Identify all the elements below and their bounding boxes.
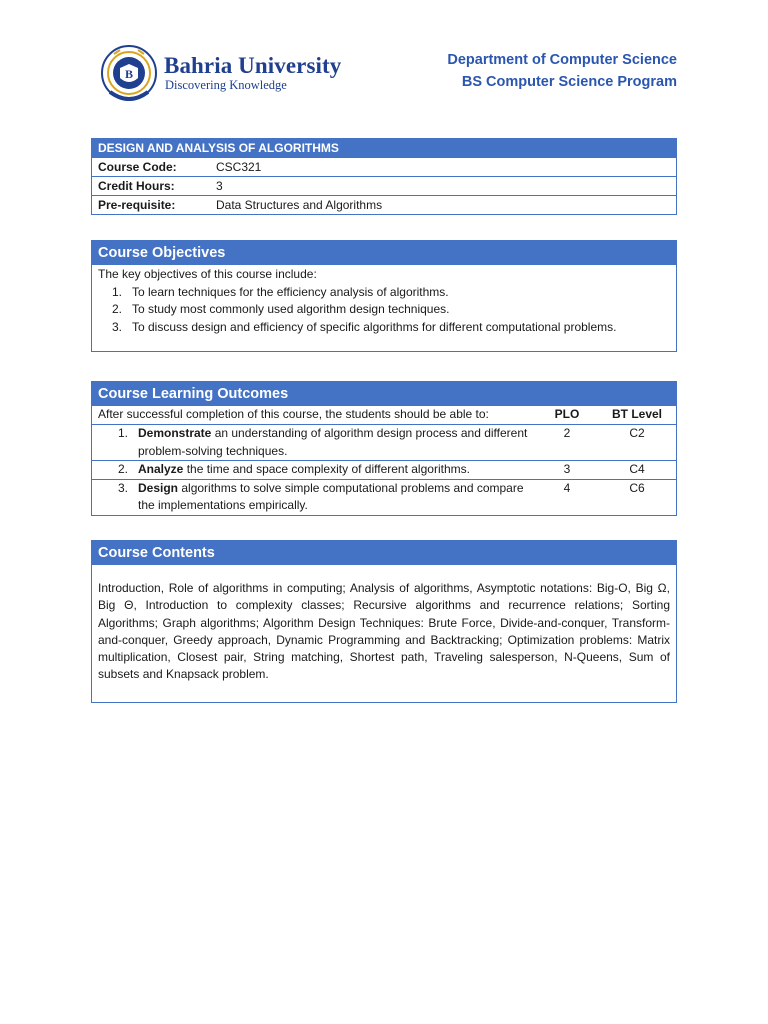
plo-column-header: PLO: [554, 407, 580, 421]
university-name: Bahria University: [164, 53, 342, 78]
credit-hours-label: Credit Hours:: [98, 179, 175, 193]
outcome-description: the time and space complexity of different algorithms.: [183, 462, 470, 476]
course-code-value: CSC321: [216, 160, 262, 174]
outcome-description: algorithms to solve simple computational problems and compare the implementations empirically.: [138, 480, 524, 512]
outcome-text: [138, 425, 536, 460]
contents-heading: Course Contents: [92, 541, 676, 565]
plo-value: 2: [563, 426, 571, 440]
outcome-verb: Demonstrate: [138, 426, 212, 440]
credit-hours-value: 3: [216, 179, 223, 193]
outcome-text: [138, 461, 536, 479]
objective-text: To discuss design and efficiency of specific algorithms for different computational problems.: [132, 319, 617, 334]
objective-text: To study most commonly used algorithm design techniques.: [132, 302, 450, 316]
outcome-verb: Analyze: [138, 462, 184, 476]
department-name: Department of Computer Science: [447, 52, 677, 68]
clo-header-row: [92, 406, 676, 424]
plo-value: 3: [563, 462, 571, 476]
clo-heading: Course Learning Outcomes: [92, 382, 676, 406]
list-item: [92, 301, 676, 319]
list-number: 2.: [117, 462, 128, 476]
table-row: [92, 195, 676, 214]
svg-text:B: B: [124, 67, 134, 81]
list-number: 1.: [111, 284, 122, 299]
list-number: 2.: [111, 302, 122, 316]
plo-value: 4: [563, 480, 571, 495]
department-block: [447, 49, 677, 93]
objectives-heading: Course Objectives: [92, 241, 676, 265]
list-number: 3.: [117, 480, 128, 495]
list-item: [92, 319, 676, 337]
bt-level-value: C6: [629, 480, 645, 495]
prerequisite-value: Data Structures and Algorithms: [216, 198, 383, 212]
objectives-intro: The key objectives of this course include:: [98, 267, 317, 281]
program-name: BS Computer Science Program: [461, 74, 677, 90]
objective-text: To learn techniques for the efficiency analysis of algorithms.: [132, 284, 449, 299]
bt-level-value: C4: [629, 462, 645, 476]
clo-intro: After successful completion of this course, the students should be able to:: [98, 407, 489, 421]
course-objectives-section: [91, 240, 677, 352]
outcome-description: an understanding of algorithm design process and different problem-solving techniques.: [138, 426, 528, 458]
table-row: [92, 176, 676, 195]
university-crest-logo: [100, 44, 158, 106]
course-info-table: [91, 138, 677, 215]
course-code-label: Course Code:: [98, 160, 177, 174]
list-item: [92, 284, 676, 302]
table-row: [92, 460, 676, 479]
list-number: 1.: [117, 426, 128, 440]
page-header: [0, 0, 768, 120]
bt-level-column-header: BT Level: [611, 407, 662, 421]
prerequisite-label: Pre-requisite:: [98, 198, 176, 212]
contents-text: Introduction, Role of algorithms in computing; Analysis of algorithms, Asymptotic notations: Big-O, Big Ω, Big Θ, Introduction to complexity classes; Recursive algorithms and recurrence relations; Sorting Algorithms; Graph algorithms; Algorithm Design Techniques: Brute Force, Divide-and-conquer, Transform-and-conquer, Greedy approach, Dynamic Programming and Backtracking; Optimization problems: Matrix multiplication, Closest pair, String matching, Shortest path, Traveling salesperson, N-Queens, Sum of subsets and Knapsack problem.: [98, 581, 670, 682]
outcome-verb: Design: [138, 480, 179, 495]
table-row: [92, 479, 676, 515]
table-row: [92, 424, 676, 460]
course-learning-outcomes-section: [91, 381, 677, 516]
course-title: DESIGN AND ANALYSIS OF ALGORITHMS: [92, 139, 676, 157]
bt-level-value: C2: [629, 426, 645, 440]
course-contents-section: [91, 540, 677, 703]
outcome-text: [138, 480, 536, 515]
list-number: 3.: [111, 319, 122, 334]
table-row: [92, 157, 676, 176]
university-tagline: Discovering Knowledge: [165, 78, 287, 92]
